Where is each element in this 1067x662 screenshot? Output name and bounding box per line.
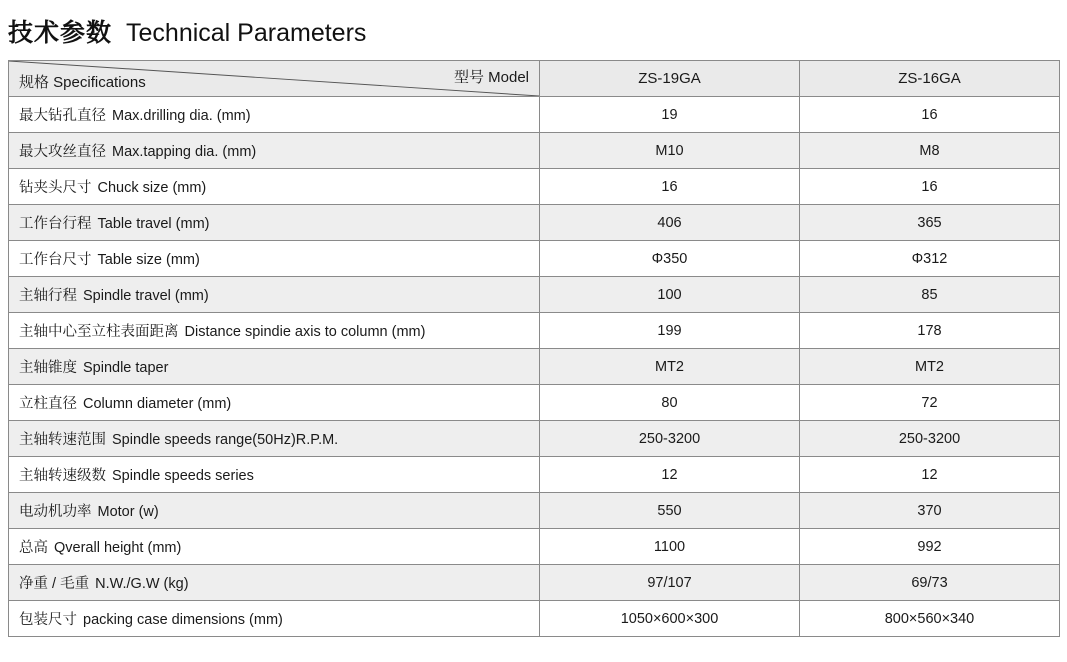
row-label-en: Spindle speeds series xyxy=(112,468,254,484)
row-label-cn: 工作台行程 xyxy=(19,216,92,232)
row-value-1: 80 xyxy=(540,385,800,421)
row-value-2: 12 xyxy=(800,457,1060,493)
table-row xyxy=(9,385,1060,421)
row-label-cn: 主轴行程 xyxy=(19,288,77,304)
table-header-row xyxy=(9,61,1060,97)
row-label xyxy=(9,97,540,133)
row-value-2: 250-3200 xyxy=(800,421,1060,457)
row-value-2: 365 xyxy=(800,205,1060,241)
row-value-1: 100 xyxy=(540,277,800,313)
row-label-cn: 最大攻丝直径 xyxy=(19,144,106,160)
row-label-cn: 主轴中心至立柱表面距离 xyxy=(19,324,179,340)
table-body xyxy=(9,61,1060,637)
header-model-1: ZS-19GA xyxy=(540,61,800,97)
row-value-2: 72 xyxy=(800,385,1060,421)
row-value-2: MT2 xyxy=(800,349,1060,385)
row-label-cn: 工作台尺寸 xyxy=(19,252,92,268)
row-label-en: Chuck size (mm) xyxy=(97,180,207,196)
page-title-en: Technical Parameters xyxy=(126,19,367,47)
row-label xyxy=(9,493,540,529)
header-spec-model-cell xyxy=(9,61,540,97)
row-value-2: 69/73 xyxy=(800,565,1060,601)
table-row xyxy=(9,457,1060,493)
page-title-cn: 技术参数 xyxy=(8,19,113,47)
row-value-1: 550 xyxy=(540,493,800,529)
row-value-1: 199 xyxy=(540,313,800,349)
page-title xyxy=(0,0,1067,60)
row-value-1: 19 xyxy=(540,97,800,133)
header-model-label: 型号 Model xyxy=(453,69,529,86)
table-row xyxy=(9,493,1060,529)
row-value-1: 250-3200 xyxy=(540,421,800,457)
row-label xyxy=(9,133,540,169)
row-label xyxy=(9,385,540,421)
row-label-cn: 主轴锥度 xyxy=(19,360,77,376)
row-label xyxy=(9,169,540,205)
row-value-2: 178 xyxy=(800,313,1060,349)
row-value-1: MT2 xyxy=(540,349,800,385)
row-label xyxy=(9,529,540,565)
row-label-cn: 总高 xyxy=(19,540,48,556)
row-value-2: 992 xyxy=(800,529,1060,565)
table-row xyxy=(9,205,1060,241)
row-label-en: Spindle taper xyxy=(83,360,169,376)
row-value-1: 406 xyxy=(540,205,800,241)
row-label-en: Spindle speeds range(50Hz)R.P.M. xyxy=(112,432,339,448)
row-label-en: Motor (w) xyxy=(97,504,159,520)
row-label-cn: 主轴转速范围 xyxy=(19,432,106,448)
row-label xyxy=(9,277,540,313)
table-row xyxy=(9,313,1060,349)
row-label-cn: 净重 / 毛重 xyxy=(19,576,90,592)
row-label-cn: 电动机功率 xyxy=(19,504,92,520)
table-row xyxy=(9,529,1060,565)
header-model-2: ZS-16GA xyxy=(800,61,1060,97)
table-row xyxy=(9,349,1060,385)
row-label-en: Max.drilling dia. (mm) xyxy=(112,108,251,124)
table-row xyxy=(9,601,1060,637)
row-label xyxy=(9,421,540,457)
row-value-1: 97/107 xyxy=(540,565,800,601)
row-label-en: Qverall height (mm) xyxy=(54,540,182,556)
row-value-2: 16 xyxy=(800,169,1060,205)
row-label xyxy=(9,241,540,277)
row-label-en: Max.tapping dia. (mm) xyxy=(112,144,257,160)
row-label-en: Distance spindie axis to column (mm) xyxy=(184,324,426,340)
row-label xyxy=(9,349,540,385)
row-value-1: 1100 xyxy=(540,529,800,565)
table-row xyxy=(9,421,1060,457)
row-label xyxy=(9,457,540,493)
row-label-cn: 钻夹头尺寸 xyxy=(19,180,92,196)
row-label-en: Table travel (mm) xyxy=(97,216,210,232)
row-label xyxy=(9,313,540,349)
row-value-1: M10 xyxy=(540,133,800,169)
row-label xyxy=(9,601,540,637)
row-label-cn: 立柱直径 xyxy=(19,396,77,412)
table-row xyxy=(9,241,1060,277)
table-row xyxy=(9,565,1060,601)
row-value-2: M8 xyxy=(800,133,1060,169)
row-value-2: 16 xyxy=(800,97,1060,133)
row-value-1: 1050×600×300 xyxy=(540,601,800,637)
technical-parameters-table xyxy=(8,60,1060,637)
row-label-en: Spindle travel (mm) xyxy=(83,288,209,304)
row-value-2: 85 xyxy=(800,277,1060,313)
row-label xyxy=(9,565,540,601)
header-specifications-label: 规格 Specifications xyxy=(19,74,146,91)
row-label-cn: 最大钻孔直径 xyxy=(19,108,106,124)
row-label-en: N.W./G.W (kg) xyxy=(95,576,189,592)
row-value-2: Φ312 xyxy=(800,241,1060,277)
row-value-2: 800×560×340 xyxy=(800,601,1060,637)
table-row xyxy=(9,277,1060,313)
row-value-1: 12 xyxy=(540,457,800,493)
row-label xyxy=(9,205,540,241)
row-value-1: 16 xyxy=(540,169,800,205)
row-label-en: Column diameter (mm) xyxy=(83,396,232,412)
row-value-2: 370 xyxy=(800,493,1060,529)
row-value-1: Φ350 xyxy=(540,241,800,277)
table-row xyxy=(9,169,1060,205)
row-label-en: packing case dimensions (mm) xyxy=(83,612,283,628)
row-label-cn: 包装尺寸 xyxy=(19,612,77,628)
row-label-en: Table size (mm) xyxy=(97,252,200,268)
table-row xyxy=(9,133,1060,169)
row-label-cn: 主轴转速级数 xyxy=(19,468,106,484)
table-row xyxy=(9,97,1060,133)
